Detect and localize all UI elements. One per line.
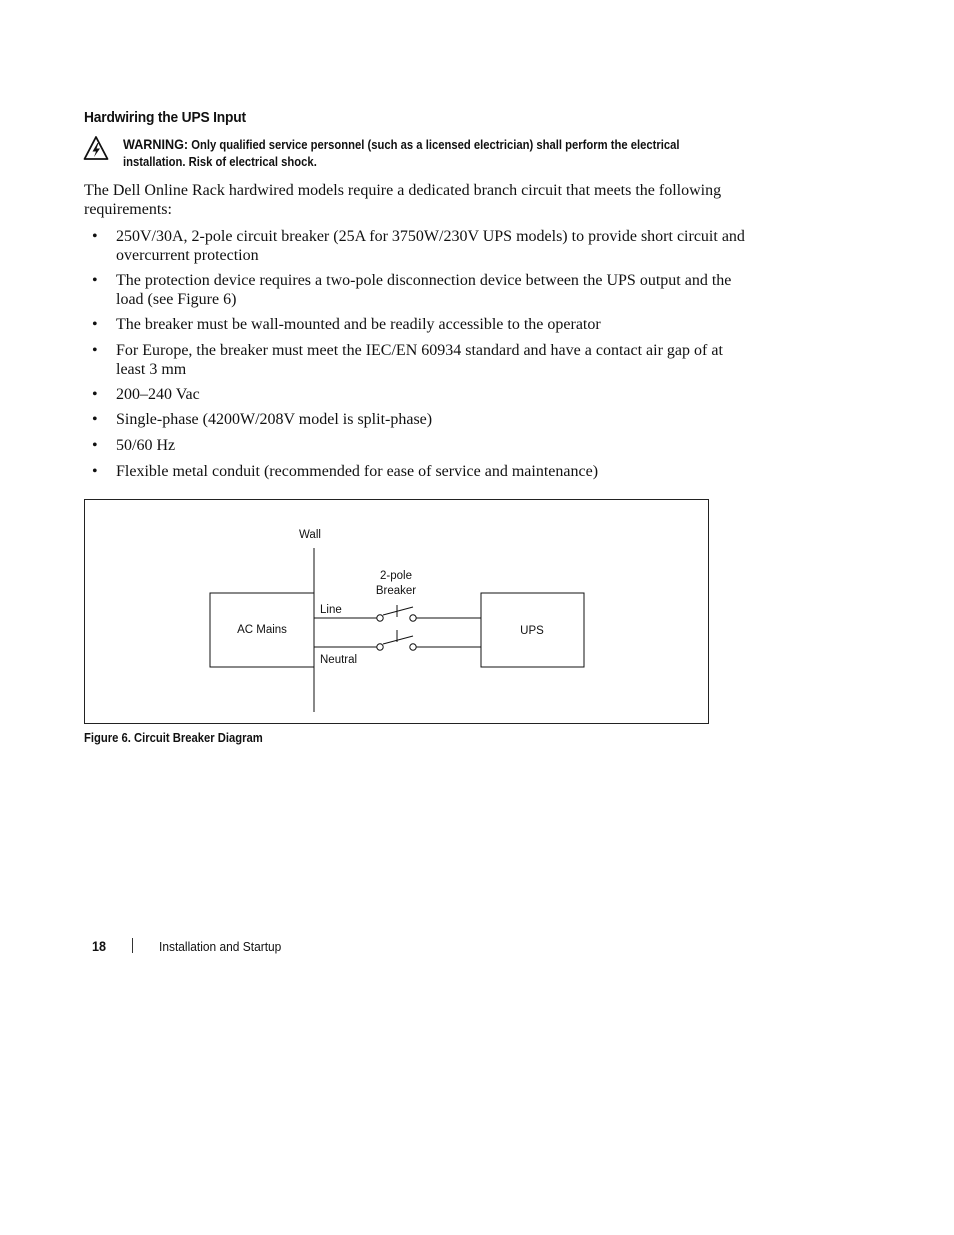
figure-caption: Figure 6. Circuit Breaker Diagram bbox=[84, 731, 263, 745]
bullet-glyph: • bbox=[92, 228, 98, 245]
bullet-glyph: • bbox=[92, 272, 98, 289]
line-contact-right bbox=[410, 615, 416, 621]
list-item-text: 200–240 Vac bbox=[116, 386, 200, 403]
intro-paragraph: The Dell Online Rack hardwired models require a dedicated branch circuit that meets the following requirements: bbox=[84, 182, 722, 218]
ac-mains-label: AC Mains bbox=[237, 624, 287, 636]
list-item-text: Flexible metal conduit (recommended for ease of service and maintenance) bbox=[116, 463, 599, 480]
bullet-glyph: • bbox=[92, 386, 98, 403]
bullet-glyph: • bbox=[92, 463, 98, 480]
footer-separator bbox=[132, 938, 133, 953]
circuit-breaker-diagram bbox=[84, 499, 709, 724]
electrical-hazard-icon bbox=[83, 135, 109, 161]
bullet-glyph: • bbox=[92, 411, 98, 428]
ups-label: UPS bbox=[520, 625, 544, 637]
breaker-label-line1: 2-pole bbox=[380, 570, 412, 582]
line-contact-left bbox=[377, 615, 383, 621]
list-item-text: 50/60 Hz bbox=[116, 437, 176, 454]
bullet-glyph: • bbox=[92, 316, 98, 333]
neutral-contact-right bbox=[410, 644, 416, 650]
neutral-contact-left bbox=[377, 644, 383, 650]
warning-label: WARNING: bbox=[123, 136, 189, 152]
list-item-text: The protection device requires a two-pole disconnection device between the UPS output and the load (see Figure 6) bbox=[116, 272, 732, 308]
neutral-switch-blade bbox=[383, 636, 413, 644]
neutral-label: Neutral bbox=[320, 654, 358, 666]
section-heading: Hardwiring the UPS Input bbox=[84, 109, 246, 126]
list-item-text: 250V/30A, 2-pole circuit breaker (25A for 3750W/230V UPS models) to provide short circuit and overcurrent protection bbox=[116, 228, 745, 264]
warning-notice bbox=[123, 136, 717, 171]
list-item-text: For Europe, the breaker must meet the IEC/EN 60934 standard and have a contact air gap of at least 3 mm bbox=[116, 342, 723, 378]
footer-chapter-title: Installation and Startup bbox=[159, 939, 282, 954]
bullet-glyph: • bbox=[92, 437, 98, 454]
line-switch-blade bbox=[383, 607, 413, 615]
list-item-text: Single-phase (4200W/208V model is split-phase) bbox=[116, 411, 433, 428]
breaker-label-line2: Breaker bbox=[375, 585, 417, 597]
warning-text: Only qualified service personnel (such as a licensed electrician) shall perform the electrical installation. Risk of electrical shock. bbox=[123, 138, 680, 169]
wall-label: Wall bbox=[299, 529, 321, 541]
bullet-glyph: • bbox=[92, 342, 98, 359]
line-label: Line bbox=[320, 604, 342, 616]
list-item-text: The breaker must be wall-mounted and be readily accessible to the operator bbox=[116, 316, 601, 333]
diagram-canvas bbox=[85, 500, 708, 723]
page-number: 18 bbox=[92, 938, 107, 954]
